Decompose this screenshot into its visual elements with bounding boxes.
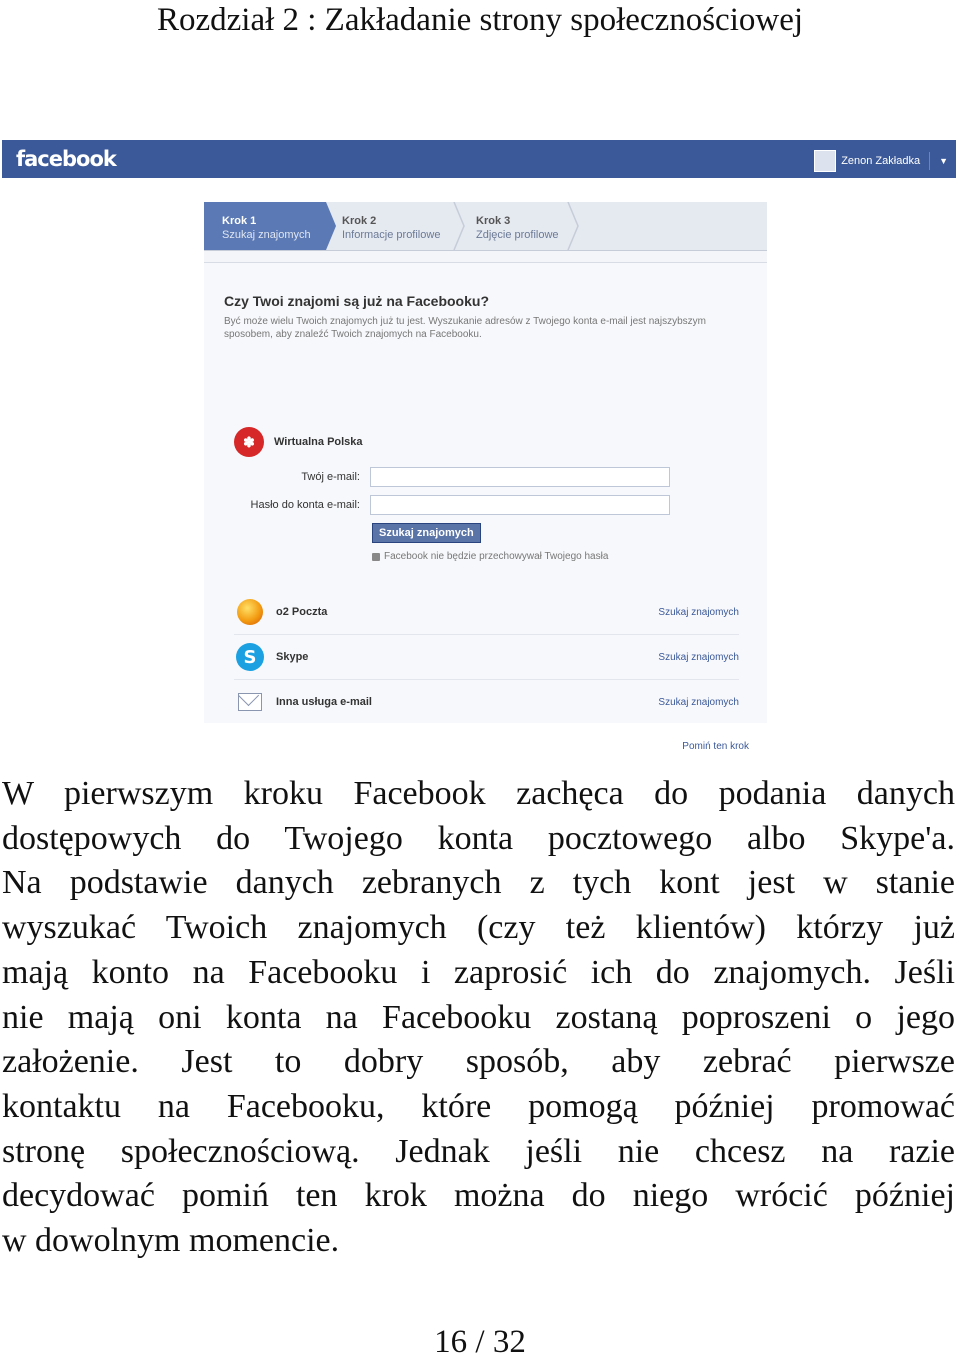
panel-heading: Czy Twoi znajomi są już na Facebooku?	[224, 293, 490, 309]
step-2-title: Krok 2	[342, 215, 377, 227]
search-friends-link[interactable]: Szukaj znajomych	[658, 696, 739, 708]
provider-name: Inna usługa e-mail	[276, 696, 372, 708]
email-row	[234, 467, 670, 487]
paragraph-line: mają konto na Facebooku i zaprosić ich do znajomych. Jeśli	[2, 953, 955, 991]
paragraph-line: W pierwszym kroku Facebook zachęca do podania danych	[2, 775, 955, 812]
step-tabs	[204, 202, 767, 251]
provider-wirtualna-polska	[234, 427, 363, 457]
envelope-icon	[234, 686, 266, 718]
paragraph-line: stronę społecznościową. Jednak jeśli nie chcesz na razie	[2, 1132, 955, 1170]
o2-icon	[234, 596, 266, 628]
paragraph-line: w dowolnym momencie.	[2, 1222, 340, 1260]
facebook-logo[interactable]: facebook	[16, 147, 116, 171]
panel-intro: Być może wielu Twoich znajomych już tu jest. Wyszukanie adresów z Twojego konta e-mail jest najszybszym sposobem, aby znaleźć Twoich znajomych na Facebooku.	[224, 316, 706, 340]
panel-body	[204, 262, 767, 752]
wirtualna-polska-logo-icon: ✽	[234, 427, 264, 457]
tab-step-3[interactable]	[476, 202, 596, 250]
chapter-title: Rozdział 2 : Zakładanie strony społecznościowej	[156, 2, 804, 38]
lock-icon	[372, 553, 380, 561]
facebook-screenshot	[2, 140, 956, 752]
paragraph-line: nie mają oni konta na Facebooku zostaną poproszeni o jego	[2, 998, 955, 1036]
skype-icon: S	[234, 641, 266, 673]
privacy-note-text: Facebook nie będzie przechowywał Twojego hasła	[384, 551, 609, 562]
provider-row-other-email	[234, 680, 739, 724]
provider-name: Wirtualna Polska	[274, 436, 363, 448]
step-3-subtitle: Zdjęcie profilowe	[476, 229, 559, 241]
paragraph-line: decydować pomiń ten krok można do niego wrócić później	[2, 1177, 955, 1215]
page-number: 16 / 32	[434, 1324, 526, 1360]
tab-step-2[interactable]	[342, 202, 462, 250]
body-paragraph	[2, 772, 955, 1264]
user-menu[interactable]	[814, 150, 948, 172]
paragraph-line: dostępowych do Twojego konta pocztowego albo Skype'a.	[2, 819, 955, 857]
facebook-top-bar	[2, 140, 956, 178]
email-label: Twój e-mail:	[301, 471, 360, 483]
avatar	[814, 150, 836, 172]
password-label: Hasło do konta e-mail:	[250, 499, 360, 511]
step-2-subtitle: Informacje profilowe	[342, 229, 441, 241]
step-arrow	[326, 202, 336, 250]
password-row	[234, 495, 670, 515]
search-friends-link[interactable]: Szukaj znajomych	[658, 651, 739, 663]
provider-name: o2 Poczta	[276, 606, 328, 618]
search-friends-link[interactable]: Szukaj znajomych	[658, 606, 739, 618]
paragraph-line: wyszukać Twoich znajomych (czy też klientów) którzy już	[2, 909, 955, 947]
paragraph-line: założenie. Jest to dobry sposób, aby zebrać pierwsze	[2, 1043, 955, 1081]
chevron-down-icon[interactable]: ▼	[939, 156, 948, 166]
paragraph-line: Na podstawie danych zebranych z tych kont jest w stanie	[2, 864, 955, 902]
privacy-note	[372, 551, 608, 562]
provider-row-skype	[234, 635, 739, 680]
divider	[929, 152, 930, 170]
email-field[interactable]	[370, 467, 670, 487]
step-1-subtitle: Szukaj znajomych	[222, 229, 311, 241]
friend-finder-panel	[204, 202, 767, 752]
provider-row-o2	[234, 590, 739, 635]
search-friends-button[interactable]: Szukaj znajomych	[372, 523, 481, 543]
step-3-title: Krok 3	[476, 215, 511, 227]
tab-step-1[interactable]	[204, 202, 326, 250]
paragraph-line: kontaktu na Facebooku, które pomogą później promować	[2, 1087, 955, 1125]
step-1-title: Krok 1	[222, 215, 257, 227]
skip-step-link[interactable]: Pomiń ten krok	[682, 741, 749, 752]
password-field[interactable]	[370, 495, 670, 515]
provider-name: Skype	[276, 651, 309, 663]
user-name: Zenon Zakładka	[841, 155, 921, 167]
